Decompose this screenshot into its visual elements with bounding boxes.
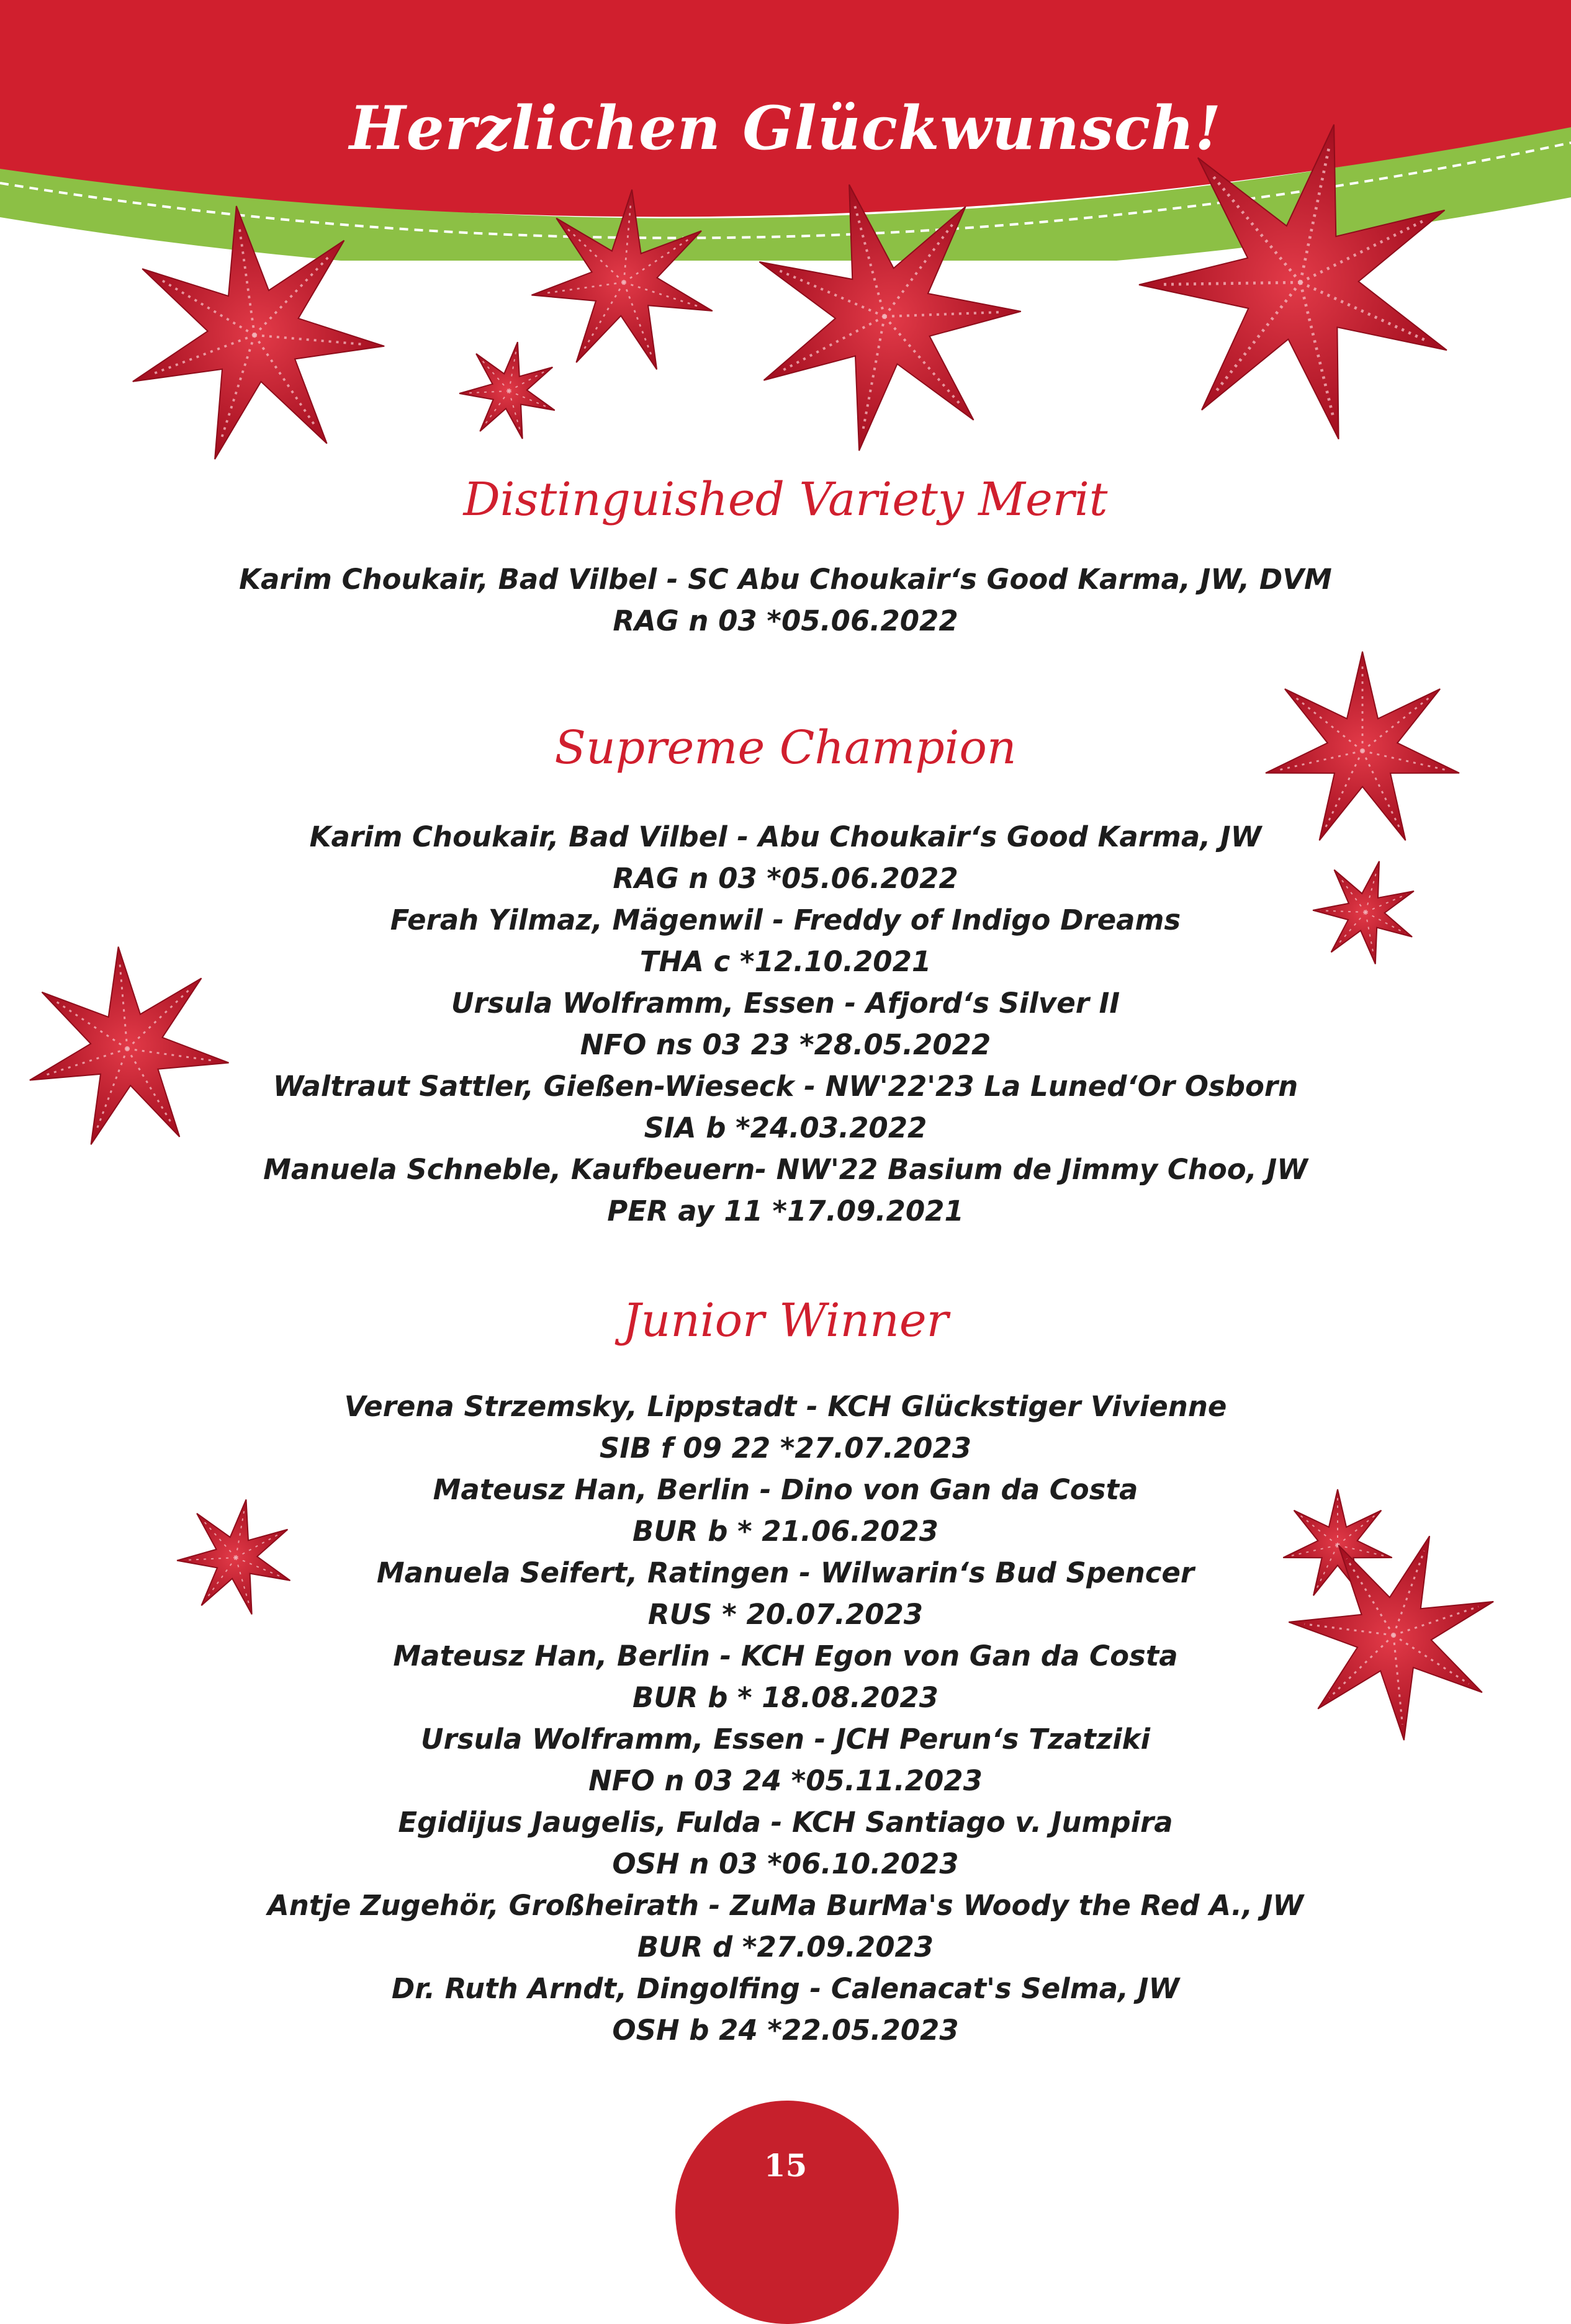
entry-line: BUR b * 18.08.2023 xyxy=(632,1681,939,1714)
entry-line: Verena Strzemsky, Lippstadt - KCH Glückstiger Vivienne xyxy=(344,1390,1227,1423)
entry-line: Manuela Schneble, Kaufbeuern- NW'22 Basium de Jimmy Choo, JW xyxy=(263,1153,1308,1186)
entry-line: Mateusz Han, Berlin - KCH Egon von Gan da Costa xyxy=(393,1640,1178,1672)
star-lantern-icon xyxy=(1139,125,1447,439)
star-lantern-icon xyxy=(133,206,384,459)
entry-line: Ursula Wolframm, Essen - Afjord‘s Silver II xyxy=(451,987,1120,1020)
entry-line: BUR b * 21.06.2023 xyxy=(632,1515,939,1548)
entry-line: Ursula Wolframm, Essen - JCH Perun‘s Tzatziki xyxy=(420,1723,1150,1756)
star-lantern-icon xyxy=(759,185,1020,451)
entry-line: THA c *12.10.2021 xyxy=(639,945,932,978)
entry-line: SIA b *24.03.2022 xyxy=(644,1111,927,1144)
entry-line: PER ay 11 *17.09.2021 xyxy=(607,1195,964,1227)
entry-line: SIB f 09 22 *27.07.2023 xyxy=(599,1432,972,1465)
entry-line: Ferah Yilmaz, Mägenwil - Freddy of Indigo Dreams xyxy=(390,904,1181,936)
star-lantern-icon xyxy=(531,190,712,370)
entry-line: Karim Choukair, Bad Vilbel - Abu Choukair‘s Good Karma, JW xyxy=(309,820,1262,853)
entry-line: Mateusz Han, Berlin - Dino von Gan da Costa xyxy=(433,1473,1138,1506)
star-lantern-icon xyxy=(459,342,555,439)
section-supreme-champion xyxy=(0,717,1571,1232)
page-number: 15 xyxy=(763,2147,808,2184)
section-junior-winner xyxy=(0,1290,1571,2051)
entry-line: RUS * 20.07.2023 xyxy=(647,1598,924,1631)
section-distinguished-variety-merit xyxy=(0,469,1571,642)
entry-list xyxy=(0,816,1571,1232)
entry-line: Dr. Ruth Arndt, Dingolfing - Calenacat's Selma, JW xyxy=(391,1972,1180,2005)
entry-line: RAG n 03 *05.06.2022 xyxy=(613,862,958,895)
section-title: Distinguished Variety Merit xyxy=(463,473,1108,526)
entry-line: OSH n 03 *06.10.2023 xyxy=(612,1847,959,1880)
entry-line: Manuela Seifert, Ratingen - Wilwarin‘s Bud Spencer xyxy=(376,1556,1195,1589)
entry-line: Egidijus Jaugelis, Fulda - KCH Santiago v. Jumpira xyxy=(398,1806,1173,1839)
entry-line: NFO ns 03 23 *28.05.2022 xyxy=(580,1028,991,1061)
section-title: Supreme Champion xyxy=(554,721,1017,774)
entry-line: OSH b 24 *22.05.2023 xyxy=(612,2014,959,2047)
entry-list xyxy=(0,1386,1571,2051)
section-title: Junior Winner xyxy=(622,1294,948,1347)
page-number-circle xyxy=(675,2101,899,2324)
entry-line: Antje Zugehör, Großheirath - ZuMa BurMa's Woody the Red A., JW xyxy=(267,1889,1304,1922)
entry-list xyxy=(0,559,1571,642)
entry-line: Karim Choukair, Bad Vilbel - SC Abu Choukair‘s Good Karma, JW, DVM xyxy=(239,563,1332,596)
entry-line: RAG n 03 *05.06.2022 xyxy=(613,604,958,637)
entry-line: NFO n 03 24 *05.11.2023 xyxy=(588,1764,983,1797)
entry-line: Waltraut Sattler, Gießen-Wieseck - NW'22'23 La Luned‘Or Osborn xyxy=(272,1070,1299,1103)
entry-line: BUR d *27.09.2023 xyxy=(637,1931,934,1963)
page-title: Herzlichen Glückwunsch! xyxy=(349,93,1222,163)
